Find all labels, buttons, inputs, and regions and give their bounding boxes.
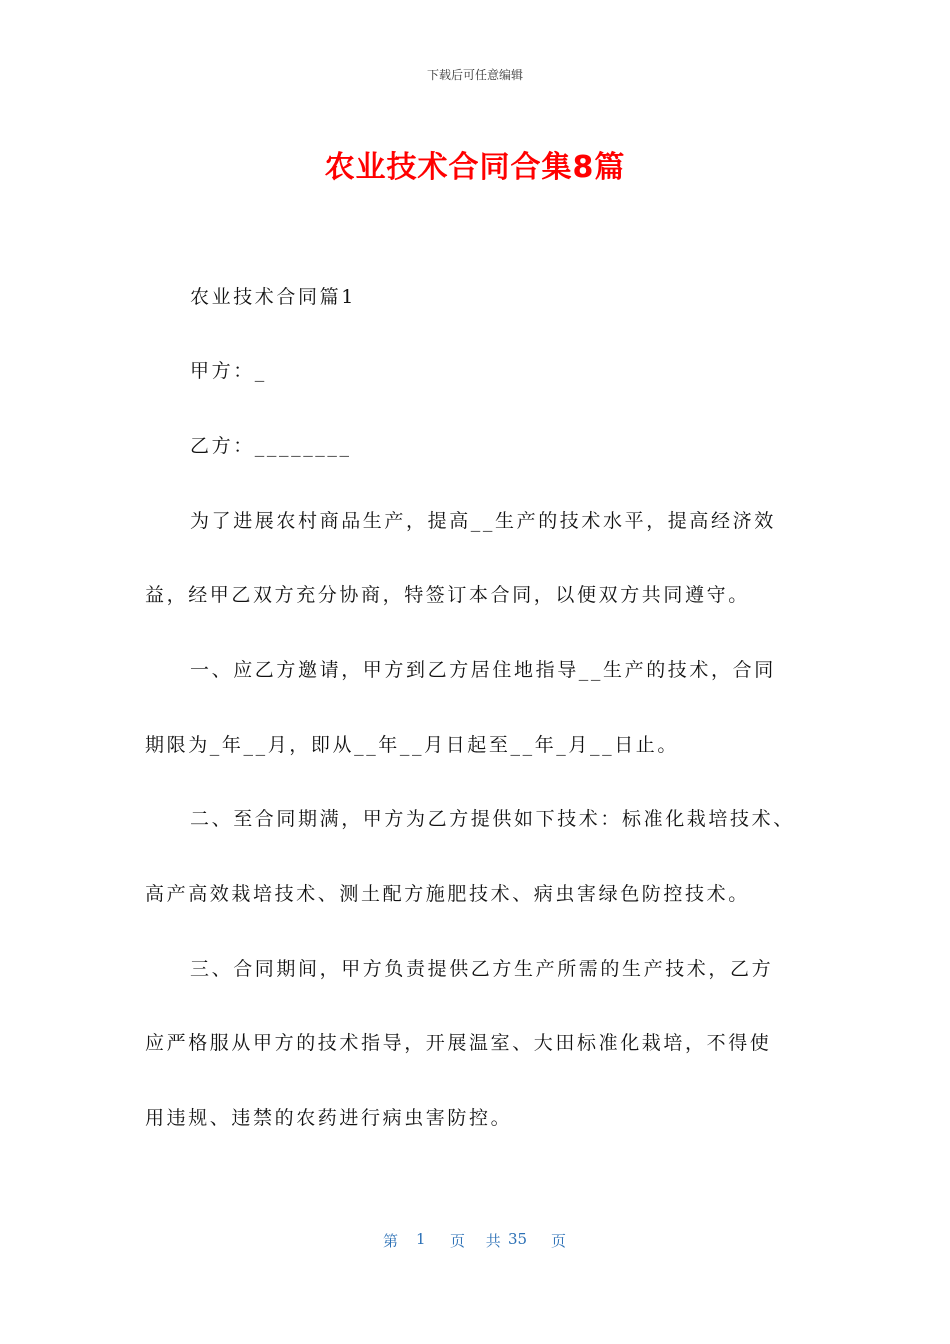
paragraph-line: 一、应乙方邀请，甲方到乙方居住地指导__生产的技术，合同 — [190, 659, 776, 681]
paragraph-line: 用违规、违禁的农药进行病虫害防控。 — [145, 1107, 513, 1129]
paragraph-line: 二、至合同期满，甲方为乙方提供如下技术：标准化栽培技术、 — [190, 808, 795, 830]
party-a-line: 甲方：_ — [190, 360, 267, 382]
footer-page-number: 1 — [416, 1230, 426, 1248]
paragraph-line: 三、合同期间，甲方负责提供乙方生产所需的生产技术，乙方 — [190, 958, 774, 980]
party-b-line: 乙方：________ — [190, 435, 352, 457]
header-note: 下载后可任意编辑 — [426, 68, 523, 82]
paragraph-line: 应严格服从甲方的技术指导，开展温室、大田标准化栽培，不得使 — [145, 1032, 772, 1054]
paragraph-line: 为了进展农村商品生产，提高__生产的技术水平，提高经济效 — [190, 510, 776, 532]
section-heading: 农业技术合同篇1 — [190, 286, 356, 308]
paragraph-line: 期限为_年__月，即从__年__月日起至__年_月__日止。 — [145, 734, 680, 756]
footer-total-pages: 35 — [508, 1230, 528, 1248]
footer-last: 页 — [551, 1232, 567, 1250]
footer-mid: 页 共 — [450, 1232, 509, 1250]
paragraph-line: 益，经甲乙双方充分协商，特签订本合同，以便双方共同遵守。 — [145, 584, 750, 606]
paragraph-line: 高产高效栽培技术、测土配方施肥技术、病虫害绿色防控技术。 — [145, 883, 750, 905]
page-footer — [0, 1230, 950, 1252]
document-title: 农业技术合同合集8篇 — [324, 150, 626, 185]
footer-first: 第 — [383, 1232, 399, 1250]
